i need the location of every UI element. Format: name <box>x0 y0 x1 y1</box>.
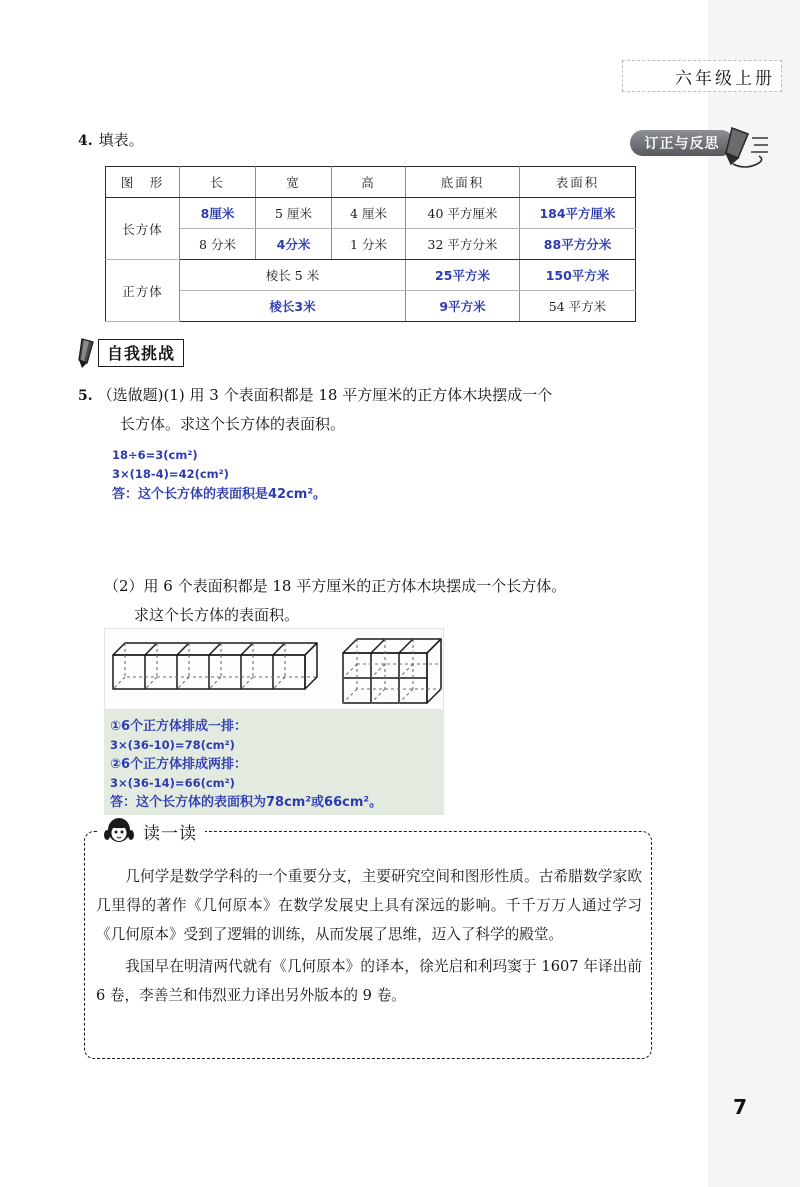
table-row <box>106 198 636 229</box>
cell-width: 5 厘米 <box>256 198 332 229</box>
cell-surface-area: 54 平方米 <box>520 291 636 322</box>
girl-avatar-icon <box>102 817 136 845</box>
question-5-part1-line2: 长方体。求这个长方体的表面积。 <box>120 414 346 433</box>
question-5-part2-answers[interactable] <box>104 710 444 815</box>
cell-width[interactable]: 4分米 <box>256 229 332 260</box>
question-4-number: 4. <box>78 133 93 149</box>
cell-length: 8 分米 <box>180 229 256 260</box>
cell-surface-area[interactable]: 150平方米 <box>520 260 636 291</box>
col-header-length: 长 <box>180 167 256 198</box>
reading-title: 读一读 <box>143 823 197 844</box>
reading-paragraph: 几何学是数学学科的一个重要分支，主要研究空间和图形性质。古希腊数学家欧几里得的著作《几何原本》在数学发展史上具有深远的影响。千千万万人通过学习《几何原本》受到了逻辑的训练，从而发展了思维，迈入了科学的殿堂。 <box>96 868 642 944</box>
reading-header <box>98 816 205 846</box>
answer-line: 答：这个长方体的表面积是42cm²。 <box>112 486 327 502</box>
cell-base-area[interactable]: 25平方米 <box>406 260 520 291</box>
table-header-row <box>106 167 636 198</box>
cell-edge-length: 棱长 5 米 <box>180 260 406 291</box>
cell-edge-length[interactable]: 棱长3米 <box>180 291 406 322</box>
question-5-part2 <box>104 572 644 629</box>
cell-surface-area[interactable]: 88平方分米 <box>520 229 636 260</box>
fill-in-table-wrapper <box>105 166 635 322</box>
question-5-number: 5. <box>78 388 93 404</box>
reading-paragraph: 我国早在明清两代就有《几何原本》的译本，徐光启和利玛窦于 1607 年译出前 6 卷，李善兰和伟烈亚力译出另外版本的 9 卷。 <box>96 957 642 1004</box>
page-number: 7 <box>733 1095 747 1119</box>
row-label-cube: 正方体 <box>106 260 180 322</box>
question-5-part1-line1: （选做题)(1) 用 3 个表面积都是 18 平方厘米的正方体木块摆成一个 <box>97 386 553 404</box>
right-margin-band <box>708 0 800 1187</box>
cubes-diagram-svg <box>105 629 443 709</box>
cell-base-area: 32 平方分米 <box>406 229 520 260</box>
col-header-surface-area: 表面积 <box>520 167 636 198</box>
question-5 <box>78 381 638 505</box>
question-5-part2-line2: 求这个长方体的表面积。 <box>134 605 300 624</box>
question-5-part2-line1: （2）用 6 个表面积都是 18 平方厘米的正方体木块摆成一个长方体。 <box>104 577 567 595</box>
answer-line: 3×(36-14)=66(cm²) <box>110 776 235 791</box>
cell-base-area: 40 平方厘米 <box>406 198 520 229</box>
answer-line: ①6个正方体排成一排： <box>110 719 248 734</box>
cell-height: 1 分米 <box>332 229 406 260</box>
answer-line: 3×(18-4)=42(cm²) <box>112 466 229 481</box>
self-challenge-badge <box>76 337 184 369</box>
self-challenge-label: 自我挑战 <box>98 339 184 367</box>
col-header-width: 宽 <box>256 167 332 198</box>
cell-surface-area[interactable]: 184平方厘米 <box>520 198 636 229</box>
reflect-badge <box>630 126 778 170</box>
grade-header-box <box>622 60 782 92</box>
answer-line: ②6个正方体排成两排： <box>110 756 248 772</box>
reading-body <box>96 862 642 1012</box>
table-row <box>106 291 636 322</box>
pencil-icon <box>718 124 776 168</box>
table-row <box>106 260 636 291</box>
table-row <box>106 229 636 260</box>
col-header-base-area: 底面积 <box>406 167 520 198</box>
col-header-height: 高 <box>332 167 406 198</box>
answer-line: 答：这个长方体的表面积为78cm²或66cm²。 <box>110 794 383 810</box>
answer-line: 3×(36-10)=78(cm²) <box>110 738 235 753</box>
question-5-part1-answers[interactable] <box>112 446 638 505</box>
cell-base-area[interactable]: 9平方米 <box>406 291 520 322</box>
question-4-heading <box>78 126 144 155</box>
row-label-cuboid: 长方体 <box>106 198 180 260</box>
answer-line: 18÷6=3(cm²) <box>112 448 198 462</box>
reflect-badge-label: 订正与反思 <box>630 130 734 156</box>
col-header-shape: 图 形 <box>106 167 180 198</box>
question-4-prompt: 填表。 <box>98 131 144 149</box>
grade-label: 六年级上册 <box>675 68 775 89</box>
fill-in-table <box>105 166 636 322</box>
cell-height: 4 厘米 <box>332 198 406 229</box>
cell-length[interactable]: 8厘米 <box>180 198 256 229</box>
cube-arrangement-figure <box>104 628 444 710</box>
